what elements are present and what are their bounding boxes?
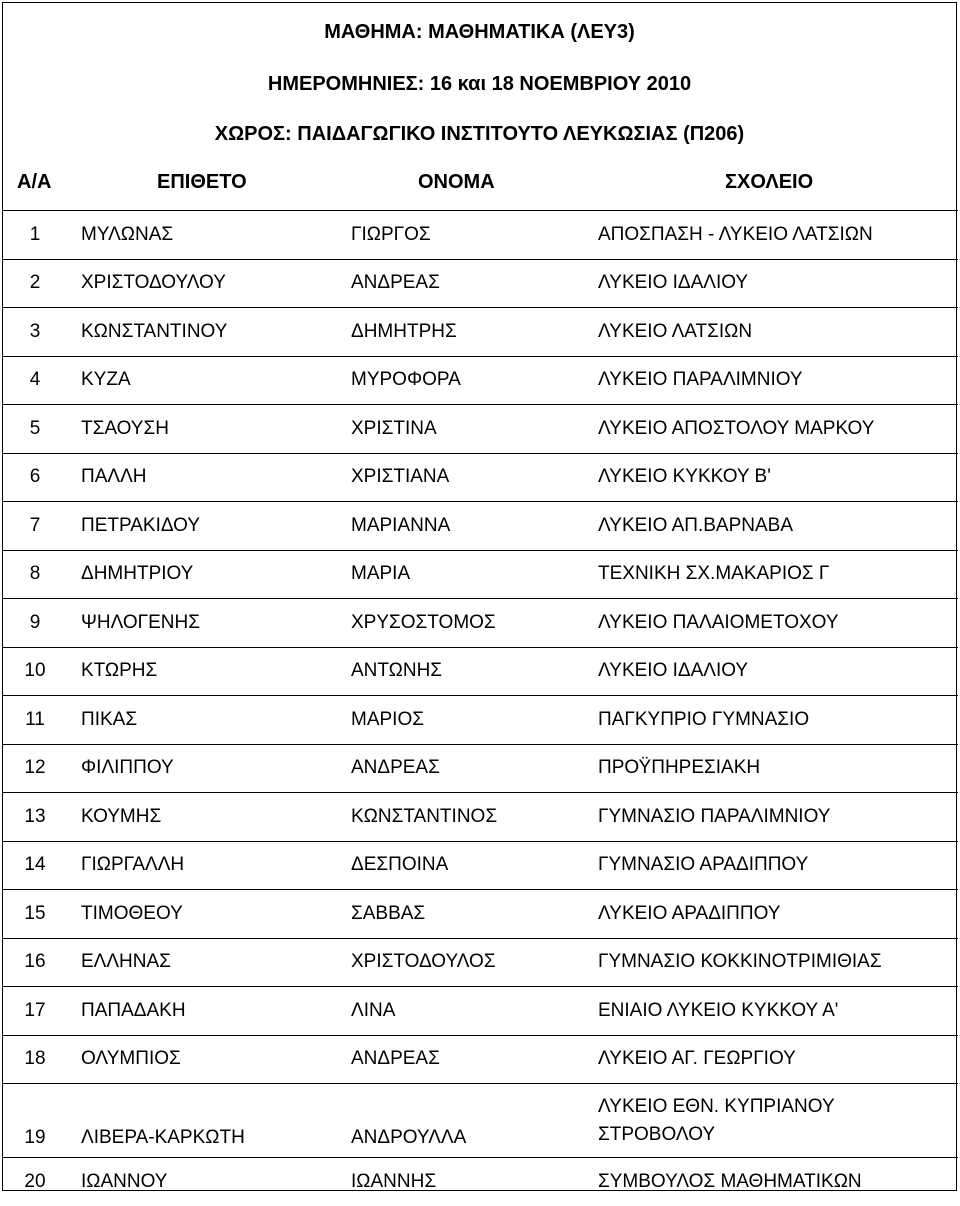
last-name-cell: ΚΥΖΑ: [81, 369, 131, 391]
last-name-cell: ΧΡΙΣΤΟΔΟΥΛΟΥ: [81, 272, 226, 294]
first-name-cell: ΧΡΙΣΤΙΝΑ: [351, 417, 437, 439]
last-name-cell: ΦΙΛΙΠΠΟΥ: [81, 757, 174, 779]
last-name-cell: ΜΥΛΩΝΑΣ: [81, 223, 174, 245]
dates-title: ΗΜΕΡΟΜΗΝΙΕΣ: 16 και 18 ΝΟΕΜΒΡΙΟΥ 2010: [267, 73, 692, 95]
document-frame: [2, 2, 957, 1191]
table-row: [3, 356, 958, 405]
row-number: 11: [25, 708, 45, 730]
table-row: [3, 404, 958, 453]
table-row: [3, 1035, 958, 1084]
first-name-cell: ΔΗΜΗΤΡΗΣ: [351, 320, 457, 342]
row-number: 9: [29, 611, 41, 633]
row-number: 16: [24, 951, 46, 973]
first-name-cell: ΜΥΡΟΦΟΡΑ: [351, 369, 461, 391]
school-cell: ΛΥΚΕΙΟ ΙΔΑΛΙΟΥ: [598, 660, 749, 682]
table-row: [3, 1083, 958, 1157]
first-name-cell: ΙΩΑΝΝΗΣ: [351, 1170, 437, 1192]
first-name-cell: ΑΝΔΡΕΑΣ: [351, 757, 440, 779]
row-number: 1: [29, 223, 41, 245]
school-cell: ΠΡΟΫΠΗΡΕΣΙΑΚΗ: [598, 757, 761, 779]
row-number: 2: [29, 272, 41, 294]
table-row: [3, 550, 958, 599]
last-name-cell: ΕΛΛΗΝΑΣ: [81, 951, 171, 973]
last-name-cell: ΓΙΩΡΓΑΛΛΗ: [81, 854, 185, 876]
first-name-cell: ΔΕΣΠΟΙΝΑ: [351, 854, 449, 876]
column-header-school: ΣΧΟΛΕΙΟ: [725, 171, 814, 193]
table-row: [3, 695, 958, 744]
school-cell: ΑΠΟΣΠΑΣΗ - ΛΥΚΕΙΟ ΛΑΤΣΙΩΝ: [598, 223, 873, 245]
school-cell: ΛΥΚΕΙΟ ΕΘΝ. ΚΥΠΡΙΑΝΟΥ ΣΤΡΟΒΟΛΟΥ: [598, 1095, 835, 1145]
school-cell: ΕΝΙΑΙΟ ΛΥΚΕΙΟ ΚΥΚΚΟΥ Α': [598, 999, 839, 1021]
school-cell: ΓΥΜΝΑΣΙΟ ΚΟΚΚΙΝΟΤΡΙΜΙΘΙΑΣ: [598, 951, 882, 973]
first-name-cell: ΣΑΒΒΑΣ: [351, 902, 426, 924]
last-name-cell: ΟΛΥΜΠΙΟΣ: [81, 1048, 181, 1070]
last-name-cell: ΔΗΜΗΤΡΙΟΥ: [81, 563, 194, 585]
first-name-cell: ΜΑΡΙΑΝΝΑ: [351, 514, 451, 536]
school-cell: ΓΥΜΝΑΣΙΟ ΠΑΡΑΛΙΜΝΙΟΥ: [598, 805, 831, 827]
first-name-cell: ΑΝΔΡΟΥΛΛΑ: [351, 1127, 467, 1148]
last-name-cell: ΙΩΑΝΝΟΥ: [81, 1170, 168, 1192]
school-cell: ΣΥΜΒΟΥΛΟΣ ΜΑΘΗΜΑΤΙΚΩΝ: [598, 1170, 862, 1192]
school-cell: ΓΥΜΝΑΣΙΟ ΑΡΑΔΙΠΠΟΥ: [598, 854, 809, 876]
table-row: [3, 744, 958, 793]
row-number: 13: [24, 805, 46, 827]
school-cell: ΛΥΚΕΙΟ ΛΑΤΣΙΩΝ: [598, 320, 753, 342]
school-cell: ΛΥΚΕΙΟ ΑΠΟΣΤΟΛΟΥ ΜΑΡΚΟΥ: [598, 417, 875, 439]
last-name-cell: ΤΙΜΟΘΕΟΥ: [81, 902, 183, 924]
last-name-cell: ΚΤΩΡΗΣ: [81, 660, 158, 682]
row-number: 14: [24, 854, 46, 876]
school-cell: ΛΥΚΕΙΟ ΠΑΛΑΙΟΜΕΤΟΧΟΥ: [598, 611, 839, 633]
first-name-cell: ΓΙΩΡΓΟΣ: [351, 223, 431, 245]
row-number: 18: [24, 1048, 46, 1070]
table-row: [3, 307, 958, 356]
column-header-last-name: ΕΠΙΘΕΤΟ: [157, 171, 247, 193]
first-name-cell: ΜΑΡΙΑ: [351, 563, 411, 585]
table-row: [3, 647, 958, 696]
last-name-cell: ΚΩΝΣΤΑΝΤΙΝΟΥ: [81, 320, 228, 342]
table-row: [3, 841, 958, 890]
row-number: 3: [29, 320, 41, 342]
table-row: [3, 792, 958, 841]
school-cell: ΛΥΚΕΙΟ ΑΠ.ΒΑΡΝΑΒΑ: [598, 514, 794, 536]
row-number: 12: [24, 757, 46, 779]
row-number: 19: [24, 1127, 46, 1148]
table-row: [3, 210, 958, 259]
first-name-cell: ΑΝΤΩΝΗΣ: [351, 660, 443, 682]
table-row: [3, 453, 958, 502]
venue-title: ΧΩΡΟΣ: ΠΑΙΔΑΓΩΓΙΚΟ ΙΝΣΤΙΤΟΥΤΟ ΛΕΥΚΩΣΙΑΣ (Π206): [214, 123, 745, 145]
table-row: [3, 501, 958, 550]
school-cell: ΛΥΚΕΙΟ ΚΥΚΚΟΥ Β': [598, 466, 771, 488]
first-name-cell: ΚΩΝΣΤΑΝΤΙΝΟΣ: [351, 805, 498, 827]
table-row: [3, 986, 958, 1035]
school-cell: ΛΥΚΕΙΟ ΠΑΡΑΛΙΜΝΙΟΥ: [598, 369, 803, 391]
column-header-first-name: ΟΝΟΜΑ: [418, 171, 495, 193]
row-number: 8: [29, 563, 41, 585]
last-name-cell: ΨΗΛΟΓΕΝΗΣ: [81, 611, 200, 633]
first-name-cell: ΜΑΡΙΟΣ: [351, 708, 424, 730]
school-cell: ΛΥΚΕΙΟ ΑΓ. ΓΕΩΡΓΙΟΥ: [598, 1048, 796, 1070]
last-name-cell: ΠΑΠΑΔΑΚΗ: [81, 999, 186, 1021]
last-name-cell: ΤΣΑΟΥΣΗ: [81, 417, 169, 439]
row-number: 10: [24, 660, 46, 682]
row-number: 6: [29, 466, 41, 488]
table-row: [3, 938, 958, 987]
subject-title: ΜΑΘΗΜΑ: ΜΑΘΗΜΑΤΙΚΑ (ΛΕΥ3): [324, 21, 635, 43]
table-row: [3, 1157, 958, 1206]
school-cell: ΤΕΧΝΙΚΗ ΣΧ.ΜΑΚΑΡΙΟΣ Γ: [598, 563, 830, 585]
row-number: 17: [24, 999, 46, 1021]
school-cell: ΛΥΚΕΙΟ ΑΡΑΔΙΠΠΟΥ: [598, 902, 781, 924]
first-name-cell: ΧΡΙΣΤΟΔΟΥΛΟΣ: [351, 951, 496, 973]
school-cell: ΠΑΓΚΥΠΡΙΟ ΓΥΜΝΑΣΙΟ: [598, 708, 810, 730]
table-row: [3, 259, 958, 308]
first-name-cell: ΧΡΙΣΤΙΑΝΑ: [351, 466, 450, 488]
first-name-cell: ΧΡΥΣΟΣΤΟΜΟΣ: [351, 611, 496, 633]
table-row: [3, 598, 958, 647]
row-number: 5: [29, 417, 41, 439]
column-header-aa: Α/Α: [17, 171, 52, 193]
first-name-cell: ΑΝΔΡΕΑΣ: [351, 1048, 440, 1070]
last-name-cell: ΠΙΚΑΣ: [81, 708, 138, 730]
row-number: 15: [24, 902, 46, 924]
last-name-cell: ΠΑΛΛΗ: [81, 466, 147, 488]
last-name-cell: ΠΕΤΡΑΚΙΔΟΥ: [81, 514, 201, 536]
first-name-cell: ΑΝΔΡΕΑΣ: [351, 272, 440, 294]
table-row: [3, 889, 958, 938]
last-name-cell: ΚΟΥΜΗΣ: [81, 805, 162, 827]
school-cell: ΛΥΚΕΙΟ ΙΔΑΛΙΟΥ: [598, 272, 749, 294]
row-number: 7: [29, 514, 41, 536]
last-name-cell: ΛΙΒΕΡΑ-ΚΑΡΚΩΤΗ: [81, 1127, 245, 1148]
first-name-cell: ΛΙΝΑ: [351, 999, 396, 1021]
row-number: 4: [29, 369, 41, 391]
row-number: 20: [24, 1170, 46, 1192]
